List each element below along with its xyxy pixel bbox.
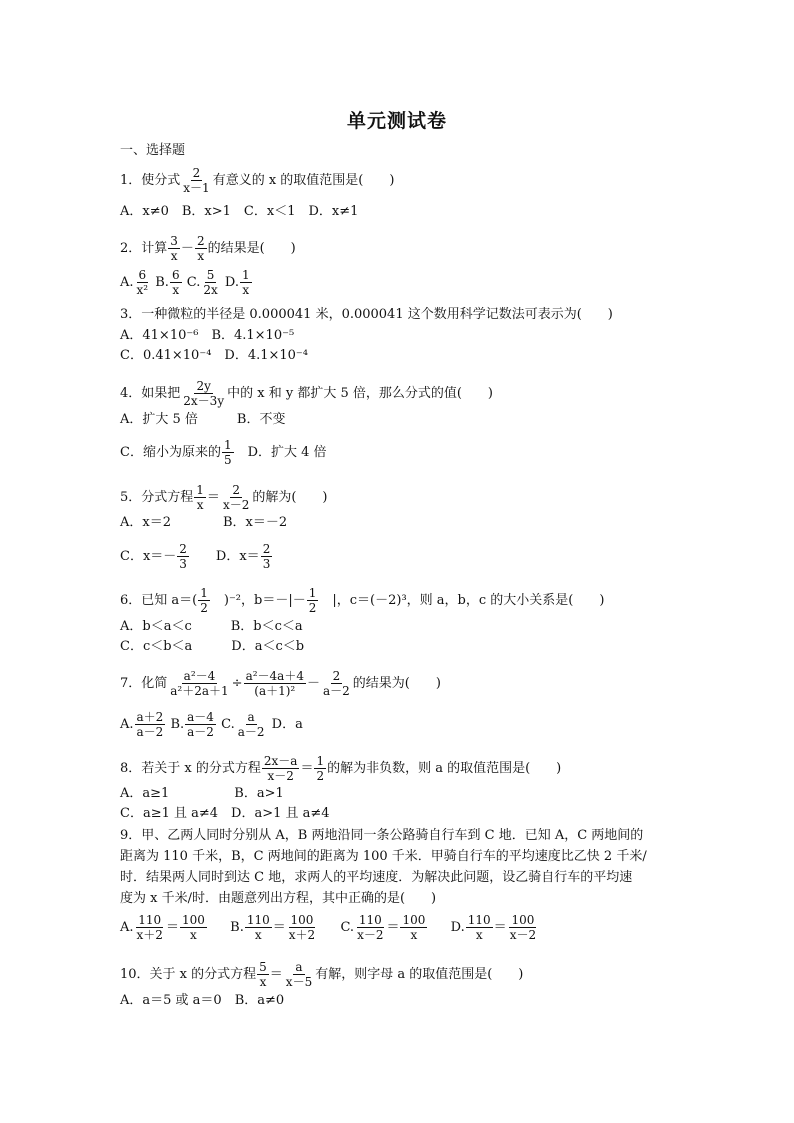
fraction: [307, 586, 319, 615]
question-8-tail: 的解为非负数，则 a 的取值范围是( ): [327, 761, 562, 776]
fraction-denominator: x: [259, 975, 267, 989]
question-8-stem: 8．若关于 x 的分式方程: [120, 761, 261, 776]
question-10: [120, 960, 523, 989]
fraction-numerator: 1: [316, 754, 325, 768]
question-1-stem: 1．使分式: [120, 173, 181, 188]
fraction: [221, 483, 251, 512]
fraction-numerator: 2x－a: [263, 754, 298, 768]
fraction: [181, 166, 211, 195]
question-6-options-row-1: A．b＜a＜c B．b＜c＜a: [120, 619, 303, 634]
option-a-fraction: [135, 268, 151, 297]
fraction: [262, 754, 300, 783]
question-3-options-row-1: A．41×10⁻⁶ B．4.1×10⁻⁵: [120, 328, 295, 343]
fraction-numerator: a²－4a＋4: [245, 669, 304, 683]
fraction-numerator: 6: [138, 268, 147, 282]
fraction-denominator: x－2: [509, 928, 537, 942]
question-5-stem: 5．分式方程: [120, 490, 194, 505]
fraction-numerator: 3: [170, 234, 178, 248]
question-6-stem: 6．已知 a＝(: [120, 593, 198, 608]
fraction-numerator: 2: [179, 542, 187, 556]
question-9-line-1: 9．甲、乙两人同时分别从 A，B 两地沿同一条公路骑自行车到 C 地．已知 A，C 两地间的: [120, 828, 644, 843]
question-8-options-row-2: C．a≥1 且 a≠4 D．a>1 且 a≠4: [120, 806, 330, 821]
fraction-denominator: x: [190, 928, 197, 942]
fraction: [245, 913, 272, 942]
fraction-denominator: 2: [316, 769, 325, 783]
question-4-options-row-2: [120, 438, 327, 467]
operator: ＝: [269, 967, 283, 982]
section-heading: 一、选择题: [120, 143, 186, 158]
option-b-fraction: [185, 710, 216, 739]
fraction: [195, 234, 207, 263]
fraction: [261, 542, 273, 571]
operator: ＝: [493, 920, 507, 935]
fraction-numerator: 100: [402, 913, 426, 927]
fraction-denominator: 2x: [203, 283, 218, 297]
question-1-options: A．x≠0 B．x>1 C．x＜1 D．x≠1: [120, 204, 359, 219]
question-6-options-row-2: C．c＜b＜a D．a＜c＜b: [120, 639, 305, 654]
fraction-numerator: 2: [332, 669, 341, 683]
fraction: [198, 586, 210, 615]
question-5-options-row-2: [120, 542, 273, 571]
option-a-label: A.: [120, 275, 134, 290]
fraction: [177, 542, 189, 571]
fraction: [508, 913, 538, 942]
option-c-text: C．缩小为原来的: [120, 445, 221, 460]
fraction-denominator: a－2: [187, 725, 214, 739]
fraction-numerator: 1: [200, 586, 208, 600]
fraction-numerator: a－4: [187, 710, 214, 724]
question-7-stem: 7．化简: [120, 676, 168, 691]
fraction-numerator: 100: [511, 913, 535, 927]
option-c-fraction: [236, 710, 267, 739]
fraction-denominator: x＋2: [136, 928, 163, 942]
fraction: [181, 379, 226, 408]
fraction-numerator: 110: [467, 913, 491, 927]
operator: ＝: [272, 920, 286, 935]
question-2: [120, 234, 296, 263]
option-b-label: B.: [155, 275, 169, 290]
question-2-options: [120, 268, 253, 297]
option-b-fraction: [170, 268, 182, 297]
option-a-label: A.: [120, 717, 134, 732]
fraction-denominator: 2: [308, 601, 317, 615]
fraction-numerator: 1: [241, 268, 250, 282]
fraction-numerator: 1: [223, 438, 232, 452]
question-3: 3．一种微粒的半径是 0.000041 米，0.000041 这个数用科学记数法可表示为( ): [120, 307, 613, 322]
operator: －: [306, 676, 320, 691]
fraction-denominator: x: [475, 928, 483, 942]
fraction-denominator: a－2: [136, 725, 164, 739]
question-9-line-3: 时．结果两人同时到达 C 地，求两人的平均速度．为解决此问题，设乙骑自行车的平均速: [120, 870, 633, 885]
question-6-tail: |，c＝(－2)³，则 a，b，c 的大小关系是( ): [319, 593, 605, 608]
option-a-fraction: [135, 710, 166, 739]
option-d-text: D．x＝: [189, 549, 260, 564]
question-10-tail: 有解，则字母 a 的取值范围是( ): [315, 967, 524, 982]
fraction: [222, 438, 234, 467]
option-d-text: D．a: [271, 717, 303, 732]
operator: ＝: [300, 761, 314, 776]
fraction-numerator: 110: [138, 913, 162, 927]
fraction-numerator: a²－4: [183, 669, 216, 683]
question-2-stem: 2．计算: [120, 241, 168, 256]
fraction-denominator: x: [172, 283, 180, 297]
question-7-options: [120, 710, 303, 739]
fraction: [168, 669, 230, 698]
fraction-numerator: a: [247, 710, 255, 724]
fraction-denominator: x²: [136, 283, 149, 297]
fraction-denominator: 5: [223, 453, 232, 467]
question-8: [120, 754, 561, 783]
question-10-options: A．a＝5 或 a＝0 B．a≠0: [120, 993, 285, 1008]
fraction-denominator: a²＋2a＋1: [170, 684, 229, 698]
fraction-numerator: 1: [196, 483, 204, 497]
question-4-stem: 4．如果把: [120, 386, 181, 401]
option-c-fraction: [201, 268, 219, 297]
option-d-fraction: [240, 268, 252, 297]
question-4-options-row-1: A．扩大 5 倍 B．不变: [120, 412, 286, 427]
question-1: [120, 166, 394, 195]
fraction-denominator: x－2: [357, 928, 384, 942]
operator: －: [180, 241, 194, 256]
question-10-stem: 10．关于 x 的分式方程: [120, 967, 257, 982]
fraction-numerator: a＋2: [136, 710, 164, 724]
option-a-label: A.: [120, 920, 134, 935]
fraction-denominator: x: [170, 249, 178, 263]
operator: ＝: [206, 490, 220, 505]
fraction-denominator: a－2: [322, 684, 350, 698]
fraction: [180, 913, 207, 942]
option-b-label: B.: [170, 717, 185, 732]
option-c-label: C.: [340, 920, 355, 935]
fraction-denominator: 3: [262, 557, 271, 571]
question-5-options-row-1: A．x＝2 B．x＝－2: [120, 515, 288, 530]
fraction-denominator: a－2: [237, 725, 265, 739]
question-4: [120, 379, 493, 408]
question-8-options-row-1: A．a≥1 B．a>1: [120, 786, 284, 801]
fraction: [244, 669, 306, 698]
fraction-denominator: 3: [179, 557, 187, 571]
fraction-denominator: 2x－3y: [183, 394, 225, 408]
fraction-denominator: x: [410, 928, 418, 942]
question-9-line-2: 距离为 110 千米，B，C 两地间的距离为 100 千米．甲骑自行车的平均速度比乙快 2 千米/: [120, 849, 647, 864]
option-d-label: D.: [224, 275, 239, 290]
fraction-denominator: x－1: [183, 181, 210, 195]
fraction-numerator: 100: [181, 913, 205, 927]
question-1-tail: 有意义的 x 的取值范围是( ): [212, 173, 395, 188]
fraction: [287, 913, 317, 942]
fraction-denominator: x＋2: [288, 928, 316, 942]
fraction-numerator: a: [295, 960, 303, 974]
option-d-label: D.: [450, 920, 465, 935]
option-c-label: C.: [221, 717, 235, 732]
fraction: [355, 913, 385, 942]
question-4-tail: 中的 x 和 y 都扩大 5 倍，那么分式的值( ): [227, 386, 493, 401]
fraction-denominator: x－5: [285, 975, 313, 989]
operator: ＝: [386, 920, 400, 935]
fraction-denominator: x: [196, 498, 204, 512]
fraction: [400, 913, 427, 942]
fraction-denominator: x－2: [267, 769, 294, 783]
fraction: [321, 669, 352, 698]
fraction-numerator: 2: [262, 542, 271, 556]
question-6: [120, 586, 604, 615]
operator: ＝: [165, 920, 179, 935]
fraction-numerator: 6: [171, 268, 180, 282]
question-5: [120, 483, 328, 512]
question-3-options-row-2: C．0.41×10⁻⁴ D．4.1×10⁻⁴: [120, 348, 309, 363]
question-2-tail: 的结果是( ): [207, 241, 296, 256]
fraction-numerator: 5: [259, 960, 267, 974]
operator: ÷: [231, 676, 243, 691]
fraction-numerator: 5: [206, 268, 215, 282]
fraction-denominator: x: [242, 283, 250, 297]
fraction-numerator: 110: [358, 913, 382, 927]
fraction-numerator: 2y: [196, 379, 211, 393]
fraction-numerator: 110: [246, 913, 270, 927]
fraction-denominator: x－2: [222, 498, 250, 512]
fraction: [135, 913, 165, 942]
fraction-denominator: x: [254, 928, 262, 942]
page-title: 单元测试卷: [346, 110, 447, 132]
option-d-text: D．扩大 4 倍: [234, 445, 327, 460]
fraction-denominator: (a＋1)²: [254, 684, 296, 698]
fraction: [466, 913, 493, 942]
fraction-numerator: 2: [232, 483, 240, 497]
question-7-tail: 的结果为( ): [352, 676, 441, 691]
question-6-middle: )⁻²，b＝－|－: [210, 593, 306, 608]
fraction: [168, 234, 180, 263]
fraction-numerator: 2: [196, 234, 205, 248]
fraction-denominator: 2: [200, 601, 208, 615]
fraction-numerator: 2: [192, 166, 201, 180]
fraction-numerator: 1: [308, 586, 317, 600]
fraction-denominator: x: [197, 249, 205, 263]
question-5-tail: 的解为( ): [252, 490, 328, 505]
option-c-label: C.: [186, 275, 201, 290]
option-c-text: C．x＝－: [120, 549, 177, 564]
fraction-numerator: 100: [290, 913, 314, 927]
fraction: [257, 960, 269, 989]
fraction: [194, 483, 206, 512]
fraction: [284, 960, 314, 989]
option-b-label: B.: [230, 920, 244, 935]
fraction: [314, 754, 326, 783]
question-7: [120, 669, 441, 698]
question-9-line-4: 度为 x 千米/时．由题意列出方程，其中正确的是( ): [120, 891, 437, 906]
question-9-options: [120, 913, 539, 942]
